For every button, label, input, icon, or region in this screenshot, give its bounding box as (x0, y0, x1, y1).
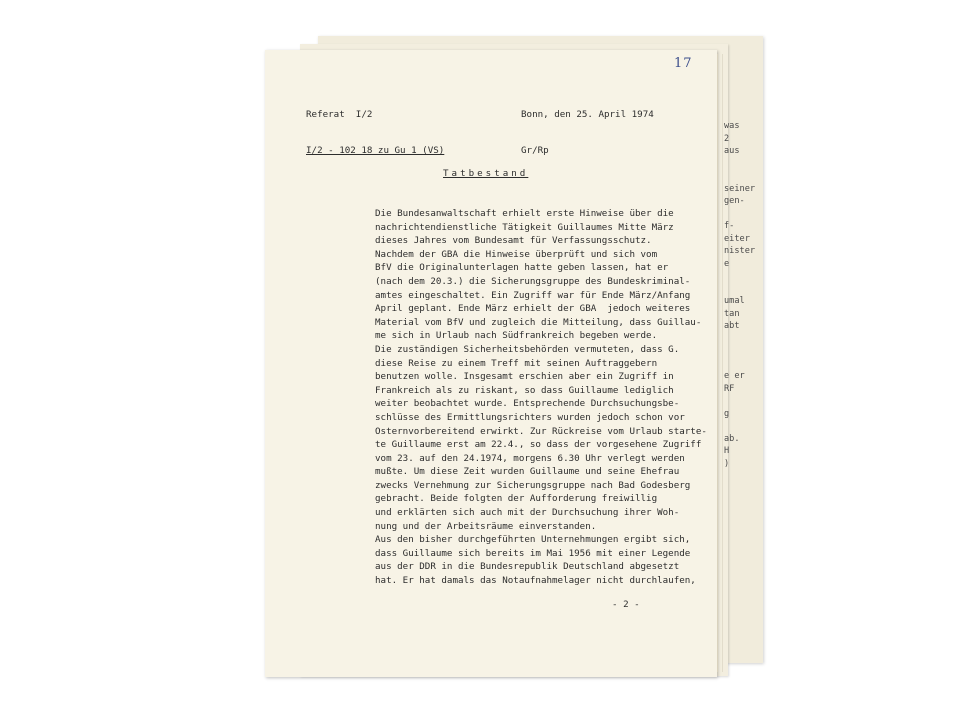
text-line: Die zuständigen Sicherheitsbehörden vermuteten, dass G. (375, 343, 680, 355)
text-line: gebracht. Beide folgten der Aufforderung freiwillig (375, 493, 658, 505)
paragraph-2 (375, 533, 696, 587)
back-text-fragment: nister (724, 246, 756, 256)
text-line: schlüsse des Ermittlungsrichters wurden jedoch schon vor (375, 411, 685, 423)
text-line: vom 23. auf den 24.1974, morgens 6.30 Uhr verlegt werden (375, 452, 685, 464)
handwritten-page-number: 17 (674, 56, 693, 71)
sheet-edge (722, 54, 723, 672)
date-block (521, 85, 654, 169)
back-page-text-fragments (724, 120, 762, 470)
back-text-fragment: e er (724, 371, 745, 381)
initials: Gr/Rp (521, 145, 549, 156)
back-text-fragment: aus (724, 146, 740, 156)
document-heading: Tatbestand (443, 168, 529, 179)
text-line: me sich in Urlaub nach Südfrankreich begeben werde. (375, 330, 658, 342)
text-line: Aus den bisher durchgeführten Unternehmungen ergibt sich, (375, 534, 691, 545)
text-line: te Guillaume erst am 22.4., so dass der vorgesehene Zugriff (375, 439, 702, 451)
back-text-fragment (724, 270, 762, 283)
sheet-edge (717, 54, 718, 672)
back-text-fragment: ab. (724, 433, 740, 444)
back-text-fragment: eiter (724, 233, 750, 244)
page-marker: - 2 - (612, 599, 640, 610)
back-text-fragment: umal (724, 296, 745, 306)
text-line: Die Bundesanwaltschaft erhielt erste Hinweise über die (375, 208, 674, 219)
text-line: diese Reise zu einem Treff mit seinen Auftraggebern (375, 357, 658, 369)
back-text-fragment: H (724, 446, 730, 456)
back-text-fragment: abt (724, 321, 740, 331)
text-line: hat. Er hat damals das Notaufnahmelager nicht durchlaufen, (375, 574, 696, 586)
text-line: Nachdem der GBA die Hinweise überprüft und sich vom (375, 248, 658, 260)
back-text-fragment (724, 158, 762, 171)
back-text-fragment: tan (724, 308, 740, 319)
back-text-fragment (724, 208, 762, 221)
back-text-fragment: seiner (724, 183, 756, 194)
back-text-fragment: was (724, 121, 740, 131)
back-text-fragment: e (724, 258, 730, 269)
text-line: mußte. Um diese Zeit wurden Guillaume und seine Ehefrau (375, 466, 680, 478)
text-line: (nach dem 20.3.) die Sicherungsgruppe des Bundeskriminal- (375, 275, 691, 287)
text-line: zwecks Vernehmung zur Sicherungsgruppe nach Bad Godesberg (375, 479, 691, 491)
text-line: April geplant. Ende März erhielt der GBA jedoch weiteres (375, 303, 691, 315)
text-line: Material vom BfV und zugleich die Mitteilung, dass Guillau- (375, 316, 702, 328)
back-text-fragment: gen- (724, 196, 745, 206)
back-text-fragment (724, 358, 762, 371)
date-line: Bonn, den 25. April 1974 (521, 109, 654, 120)
text-line: aus der DDR in die Bundesrepublik Deutschland abgesetzt (375, 561, 680, 573)
text-line: und erklärten sich auch mit der Durchsuchung ihrer Woh- (375, 507, 680, 519)
text-line: dieses Jahres vom Bundesamt für Verfassungsschutz. (375, 235, 652, 247)
reference-block (306, 85, 444, 169)
text-line: dass Guillaume sich bereits im Mai 1956 mit einer Legende (375, 547, 691, 559)
back-text-fragment (724, 420, 762, 433)
text-line: Frankreich als zu riskant, so dass Guillaume lediglich (375, 384, 674, 396)
back-text-fragment: 2 (724, 133, 730, 144)
back-text-fragment: f- (724, 221, 735, 231)
back-text-fragment: RF (724, 383, 735, 394)
text-line: Osternvorbereitend erwirkt. Zur Rückreise vom Urlaub starte- (375, 425, 707, 437)
paragraph-1 (375, 207, 707, 533)
text-line: benutzen wolle. Insgesamt erschien aber ein Zugriff in (375, 371, 674, 383)
text-line: nung und der Arbeitsräume einverstanden. (375, 520, 597, 532)
referat-label: Referat I/2 (306, 109, 373, 120)
back-text-fragment (724, 283, 762, 296)
back-text-fragment (724, 395, 762, 408)
back-text-fragment: g (724, 408, 730, 419)
back-text-fragment (724, 345, 762, 358)
text-line: amtes eingeschaltet. Ein Zugriff war für Ende März/Anfang (375, 289, 691, 301)
text-line: weiter beobachtet wurde. Entsprechende Durchsuchungsbe- (375, 398, 680, 410)
text-line: BfV die Originalunterlagen hatte geben lassen, hat er (375, 262, 669, 274)
back-text-fragment (724, 333, 762, 346)
file-number: I/2 - 102 18 zu Gu 1 (VS) (306, 145, 445, 156)
text-line: nachrichtendienstliche Tätigkeit Guillaumes Mitte März (375, 221, 674, 233)
back-text-fragment (724, 170, 762, 183)
back-text-fragment: ) (724, 458, 730, 469)
